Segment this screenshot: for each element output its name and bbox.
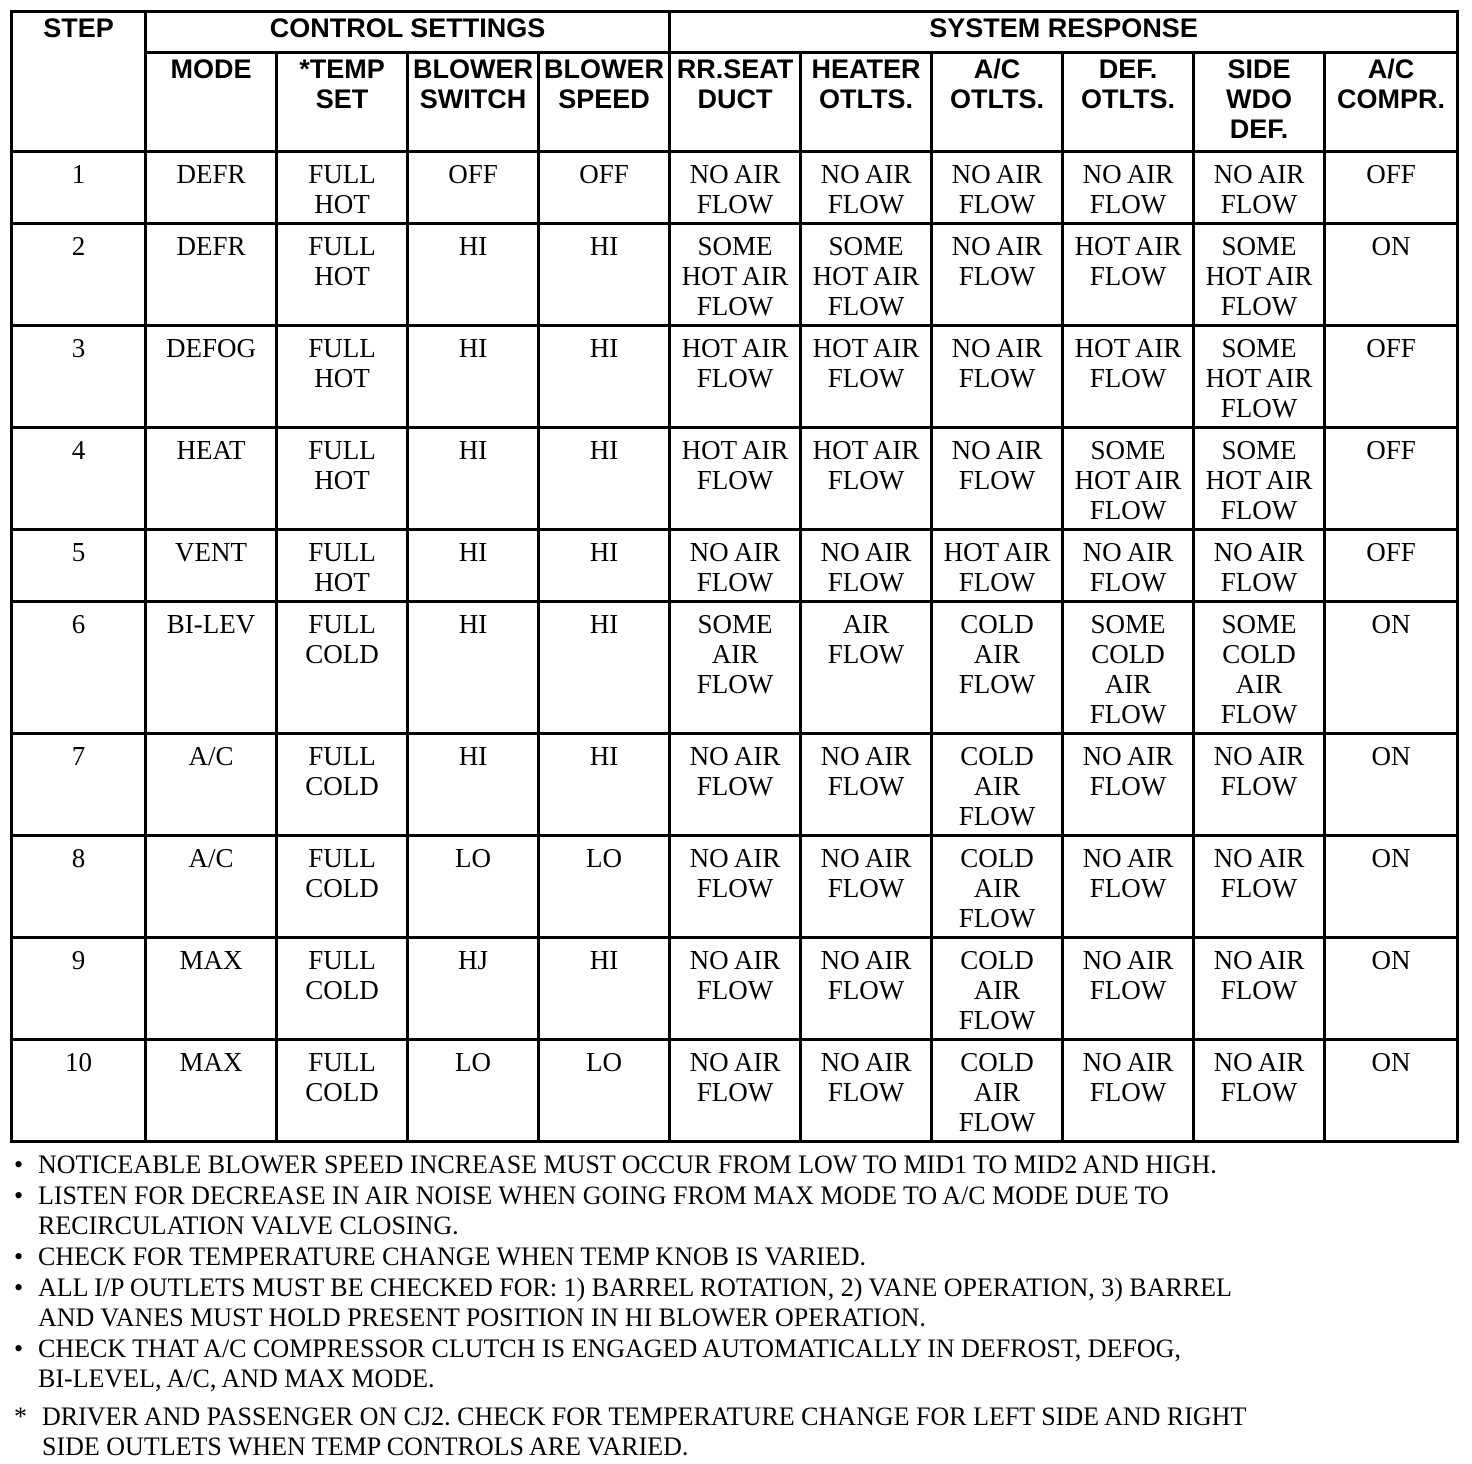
table-cell: NO AIR FLOW — [932, 152, 1063, 224]
table-cell: NO AIR FLOW — [1063, 152, 1194, 224]
table-header — [12, 12, 1458, 152]
table-cell: FULL HOT — [277, 224, 408, 326]
bullet-icon: • — [14, 1150, 24, 1179]
table-cell: COLD AIR FLOW — [932, 1040, 1063, 1142]
note-text: ALL I/P OUTLETS MUST BE CHECKED FOR: 1) BARREL ROTATION, 2) VANE OPERATION, 3) BARREL AND VANES MUST HOLD PRESENT POSITION IN HI BLOWER OPERATION. — [38, 1273, 1232, 1332]
table-cell: HI — [539, 224, 670, 326]
table-cell: HEAT — [146, 428, 277, 530]
note-item — [14, 1181, 1454, 1241]
column-header-temp-set: *TEMP SET — [277, 53, 408, 152]
footnote-asterisk: * — [14, 1402, 27, 1431]
table-cell: LO — [408, 1040, 539, 1142]
system-response-header: SYSTEM RESPONSE — [670, 12, 1458, 53]
table-cell: SOME COLD AIR FLOW — [1063, 602, 1194, 734]
table-cell: MAX — [146, 1040, 277, 1142]
note-text: LISTEN FOR DECREASE IN AIR NOISE WHEN GOING FROM MAX MODE TO A/C MODE DUE TO RECIRCULATION VALVE CLOSING. — [38, 1181, 1169, 1240]
table-cell: OFF — [1325, 326, 1458, 428]
table-cell: FULL HOT — [277, 152, 408, 224]
table-cell: NO AIR FLOW — [1063, 938, 1194, 1040]
table-cell: NO AIR FLOW — [670, 938, 801, 1040]
table-cell: SOME HOT AIR FLOW — [1194, 428, 1325, 530]
table-cell: 5 — [12, 530, 146, 602]
table-row — [12, 836, 1458, 938]
table-cell: SOME HOT AIR FLOW — [670, 224, 801, 326]
table-cell: NO AIR FLOW — [1194, 530, 1325, 602]
table-cell: FULL COLD — [277, 734, 408, 836]
table-cell: AIR FLOW — [801, 602, 932, 734]
table-cell: ON — [1325, 734, 1458, 836]
table-cell: NO AIR FLOW — [670, 530, 801, 602]
table-cell: SOME AIR FLOW — [670, 602, 801, 734]
table-cell: NO AIR FLOW — [1063, 1040, 1194, 1142]
column-header-def-outlets: DEF. OTLTS. — [1063, 53, 1194, 152]
table-cell: FULL COLD — [277, 602, 408, 734]
table-cell: OFF — [1325, 152, 1458, 224]
table-cell: DEFR — [146, 224, 277, 326]
table-cell: NO AIR FLOW — [1063, 530, 1194, 602]
table-cell: HOT AIR FLOW — [670, 326, 801, 428]
table-cell: HI — [539, 602, 670, 734]
table-cell: 1 — [12, 152, 146, 224]
table-cell: FULL COLD — [277, 1040, 408, 1142]
bullet-icon: • — [14, 1242, 24, 1271]
column-header-rr-seat-duct: RR.SEAT DUCT — [670, 53, 801, 152]
table-cell: ON — [1325, 602, 1458, 734]
table-cell: COLD AIR FLOW — [932, 602, 1063, 734]
table-cell: HI — [539, 428, 670, 530]
footnote — [14, 1402, 1454, 1462]
table-cell: NO AIR FLOW — [801, 152, 932, 224]
notes-list — [14, 1150, 1454, 1395]
table-cell: ON — [1325, 938, 1458, 1040]
table-cell: HOT AIR FLOW — [1063, 326, 1194, 428]
table-cell: NO AIR FLOW — [670, 152, 801, 224]
table-row — [12, 428, 1458, 530]
bullet-icon: • — [14, 1181, 24, 1210]
table-cell: 4 — [12, 428, 146, 530]
table-cell: 3 — [12, 326, 146, 428]
table-body — [12, 152, 1458, 1142]
table-cell: HI — [408, 428, 539, 530]
table-cell: FULL COLD — [277, 836, 408, 938]
table-row — [12, 326, 1458, 428]
table-cell: NO AIR FLOW — [1194, 836, 1325, 938]
table-cell: A/C — [146, 836, 277, 938]
table-cell: COLD AIR FLOW — [932, 938, 1063, 1040]
table-cell: 9 — [12, 938, 146, 1040]
table-cell: NO AIR FLOW — [1063, 734, 1194, 836]
table-cell: HI — [408, 224, 539, 326]
table-cell: HI — [408, 326, 539, 428]
table-cell: FULL COLD — [277, 938, 408, 1040]
table-cell: 2 — [12, 224, 146, 326]
note-item — [14, 1334, 1454, 1394]
table-cell: HOT AIR FLOW — [1063, 224, 1194, 326]
column-header-mode: MODE — [146, 53, 277, 152]
table-row — [12, 602, 1458, 734]
table-cell: NO AIR FLOW — [801, 734, 932, 836]
note-item — [14, 1242, 1454, 1272]
table-cell: A/C — [146, 734, 277, 836]
table-cell: SOME HOT AIR FLOW — [801, 224, 932, 326]
table-cell: HOT AIR FLOW — [801, 428, 932, 530]
table-cell: HI — [539, 734, 670, 836]
table-cell: HJ — [408, 938, 539, 1040]
column-header-side-wdo-def: SIDE WDO DEF. — [1194, 53, 1325, 152]
column-header-blower-switch: BLOWER SWITCH — [408, 53, 539, 152]
hvac-test-table — [10, 10, 1459, 1143]
note-text: CHECK FOR TEMPERATURE CHANGE WHEN TEMP KNOB IS VARIED. — [38, 1242, 866, 1271]
table-cell: 10 — [12, 1040, 146, 1142]
table-cell: HI — [539, 530, 670, 602]
table-cell: LO — [539, 836, 670, 938]
table-cell: 6 — [12, 602, 146, 734]
table-cell: HI — [539, 326, 670, 428]
table-cell: HOT AIR FLOW — [932, 530, 1063, 602]
table-cell: OFF — [539, 152, 670, 224]
table-cell: SOME HOT AIR FLOW — [1194, 224, 1325, 326]
column-header-ac-outlets: A/C OTLTS. — [932, 53, 1063, 152]
table-cell: OFF — [1325, 530, 1458, 602]
table-cell: MAX — [146, 938, 277, 1040]
table-row — [12, 224, 1458, 326]
table-cell: HI — [408, 530, 539, 602]
table-cell: 7 — [12, 734, 146, 836]
table-cell: NO AIR FLOW — [801, 938, 932, 1040]
column-header-blower-speed: BLOWER SPEED — [539, 53, 670, 152]
step-header: STEP — [12, 12, 146, 152]
table-cell: 8 — [12, 836, 146, 938]
table-cell: BI-LEV — [146, 602, 277, 734]
table-cell: NO AIR FLOW — [1194, 152, 1325, 224]
table-cell: FULL HOT — [277, 428, 408, 530]
table-row — [12, 938, 1458, 1040]
bullet-icon: • — [14, 1273, 24, 1302]
table-cell: NO AIR FLOW — [1194, 938, 1325, 1040]
table-row — [12, 152, 1458, 224]
table-cell: ON — [1325, 836, 1458, 938]
table-cell: FULL HOT — [277, 530, 408, 602]
table-cell: LO — [408, 836, 539, 938]
table-cell: SOME HOT AIR FLOW — [1063, 428, 1194, 530]
table-cell: LO — [539, 1040, 670, 1142]
table-cell: OFF — [408, 152, 539, 224]
table-cell: HI — [408, 734, 539, 836]
table-cell: NO AIR FLOW — [1063, 836, 1194, 938]
table-row — [12, 734, 1458, 836]
footnote-text: DRIVER AND PASSENGER ON CJ2. CHECK FOR TEMPERATURE CHANGE FOR LEFT SIDE AND RIGHT SIDE OUTLETS WHEN TEMP CONTROLS ARE VARIED. — [42, 1402, 1247, 1461]
table-cell: NO AIR FLOW — [1194, 1040, 1325, 1142]
note-item — [14, 1150, 1454, 1180]
table-cell: NO AIR FLOW — [801, 530, 932, 602]
table-cell: NO AIR FLOW — [932, 326, 1063, 428]
table-cell: HOT AIR FLOW — [670, 428, 801, 530]
table-cell: DEFOG — [146, 326, 277, 428]
note-text: CHECK THAT A/C COMPRESSOR CLUTCH IS ENGAGED AUTOMATICALLY IN DEFROST, DEFOG, BI-LEVEL, A/C, AND MAX MODE. — [38, 1334, 1181, 1393]
table-cell: NO AIR FLOW — [932, 224, 1063, 326]
table-cell: ON — [1325, 1040, 1458, 1142]
table-row — [12, 530, 1458, 602]
table-cell: NO AIR FLOW — [932, 428, 1063, 530]
table-cell: OFF — [1325, 428, 1458, 530]
column-header-heater-outlets: HEATER OTLTS. — [801, 53, 932, 152]
table-cell: ON — [1325, 224, 1458, 326]
table-cell: COLD AIR FLOW — [932, 734, 1063, 836]
note-item — [14, 1273, 1454, 1333]
table-cell: NO AIR FLOW — [1194, 734, 1325, 836]
table-cell: DEFR — [146, 152, 277, 224]
table-cell: HOT AIR FLOW — [801, 326, 932, 428]
table-cell: FULL HOT — [277, 326, 408, 428]
note-text: NOTICEABLE BLOWER SPEED INCREASE MUST OCCUR FROM LOW TO MID1 TO MID2 AND HIGH. — [38, 1150, 1217, 1179]
column-header-ac-compr: A/C COMPR. — [1325, 53, 1458, 152]
table-cell: SOME HOT AIR FLOW — [1194, 326, 1325, 428]
table-cell: NO AIR FLOW — [801, 1040, 932, 1142]
table-cell: HI — [539, 938, 670, 1040]
table-cell: NO AIR FLOW — [670, 836, 801, 938]
table-cell: NO AIR FLOW — [670, 1040, 801, 1142]
control-settings-header: CONTROL SETTINGS — [146, 12, 670, 53]
table-cell: COLD AIR FLOW — [932, 836, 1063, 938]
table-cell: HI — [408, 602, 539, 734]
table-cell: NO AIR FLOW — [801, 836, 932, 938]
bullet-icon: • — [14, 1334, 24, 1363]
table-cell: SOME COLD AIR FLOW — [1194, 602, 1325, 734]
table-cell: VENT — [146, 530, 277, 602]
table-cell: NO AIR FLOW — [670, 734, 801, 836]
table-row — [12, 1040, 1458, 1142]
